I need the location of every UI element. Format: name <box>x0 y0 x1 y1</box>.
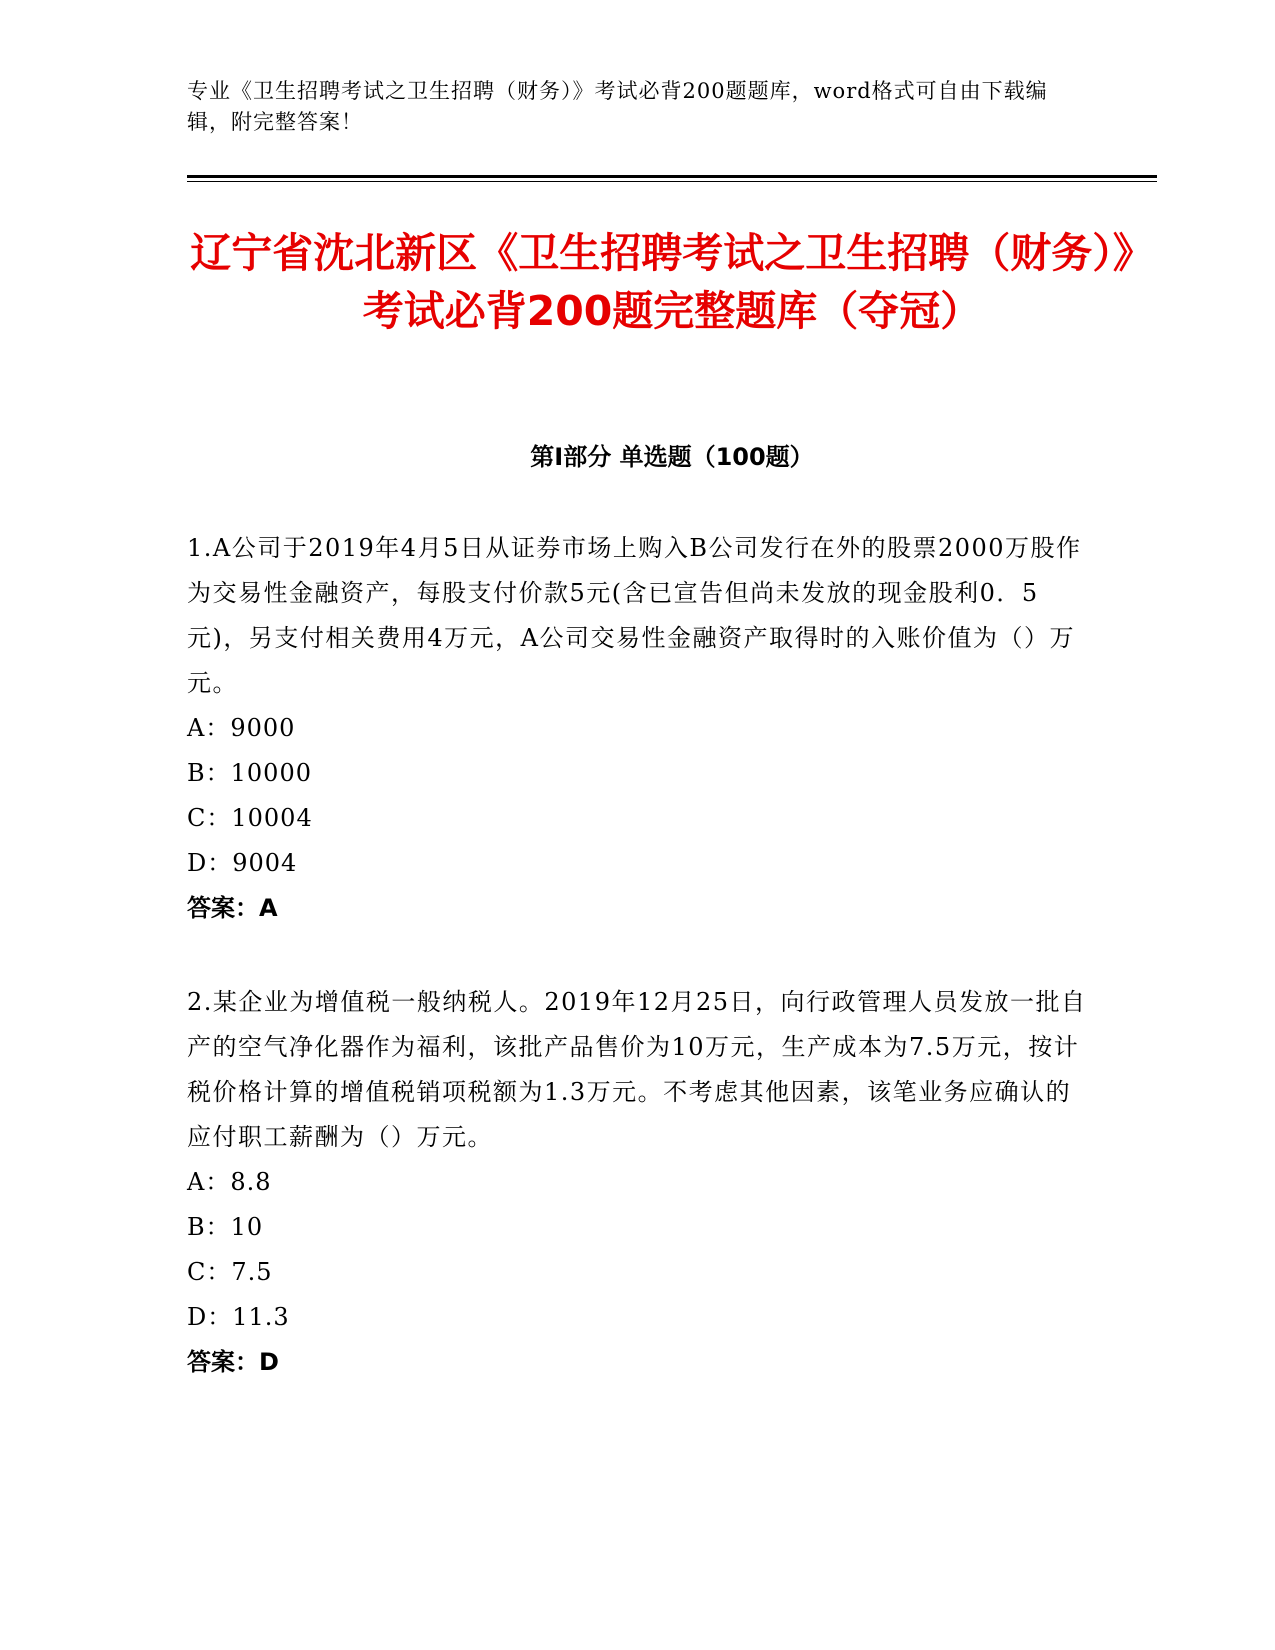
answer: 答案：D <box>187 1348 279 1376</box>
option-d: D：9004 <box>187 849 298 877</box>
header-rule-thick <box>187 175 1157 178</box>
option-a: A：8.8 <box>187 1168 272 1196</box>
option-b: B：10 <box>187 1213 264 1241</box>
question-stem: 2.某企业为增值税一般纳税人。2019年12月25日，向行政管理人员发放一批自产的空气净化器作为福利，该批产品售价为10万元，生产成本为7.5万元，按计税价格计算的增值税销项税额为1.3万元。不考虑其他因素，该笔业务应确认的应付职工薪酬为（）万元。 <box>187 988 1087 1151</box>
question-stem: 1.A公司于2019年4月5日从证券市场上购入B公司发行在外的股票2000万股作为交易性金融资产，每股支付价款5元(含已宣告但尚未发放的现金股利0．5元)，另支付相关费用4万元，A公司交易性金融资产取得时的入账价值为（）万元。 <box>187 534 1082 697</box>
header-note: 专业《卫生招聘考试之卫生招聘（财务）》考试必背200题题库，word格式可自由下载编辑，附完整答案！ <box>187 79 1048 134</box>
option-b: B：10000 <box>187 759 312 787</box>
question-2 <box>187 980 1087 1385</box>
option-c: C：7.5 <box>187 1258 273 1286</box>
section-heading: 第I部分 单选题（100题） <box>530 443 814 471</box>
option-d: D：11.3 <box>187 1303 290 1331</box>
answer: 答案：A <box>187 894 278 922</box>
option-a: A：9000 <box>187 714 296 742</box>
header-rule-thin <box>187 181 1157 182</box>
option-c: C：10004 <box>187 804 313 832</box>
question-1 <box>187 526 1087 931</box>
document-title: 辽宁省沈北新区《卫生招聘考试之卫生招聘（财务）》考试必背200题完整题库（夺冠） <box>190 229 1154 335</box>
